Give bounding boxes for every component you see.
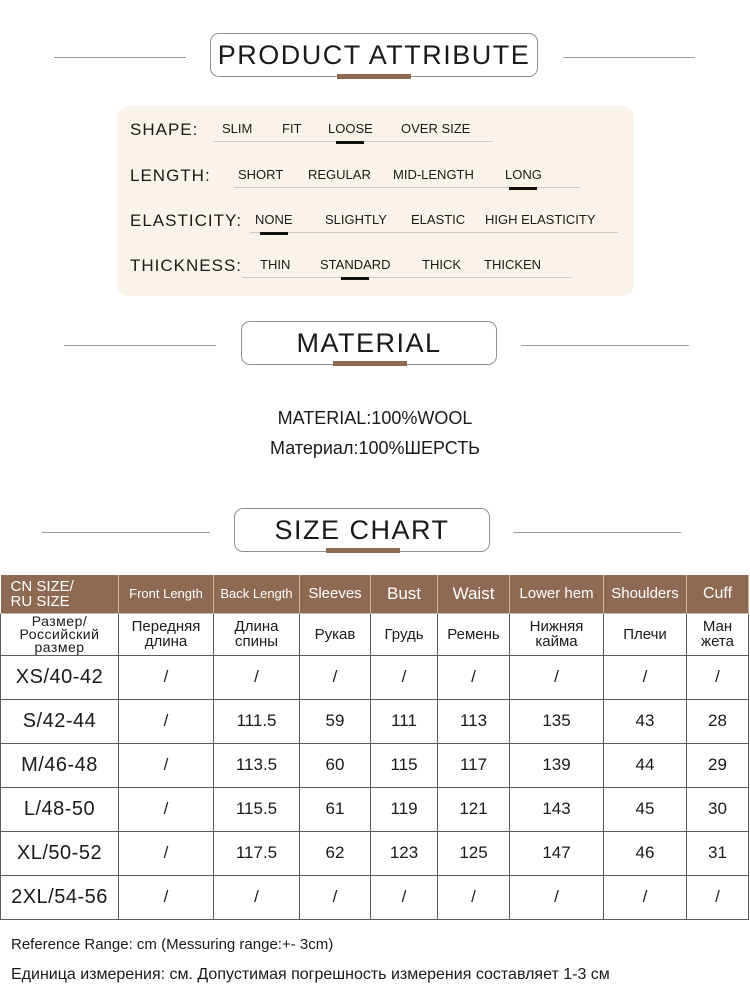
measure-cell: 111.5 xyxy=(214,699,300,743)
measure-cell: / xyxy=(687,655,749,699)
size-cell: S/42-44 xyxy=(1,699,119,743)
measure-cell: 62 xyxy=(300,831,371,875)
column-header: Waist xyxy=(438,575,510,613)
attribute-label: THICKNESS: xyxy=(130,256,243,275)
ru-header-cell: Ремень xyxy=(438,613,510,655)
attribute-label: ELASTICITY: xyxy=(130,211,243,230)
ru-header-cell: Нижняя кайма xyxy=(510,613,604,655)
measure-cell: 143 xyxy=(510,787,604,831)
table-row xyxy=(1,655,749,699)
size-table xyxy=(0,575,749,920)
table-row xyxy=(1,875,749,919)
attribute-row-shape xyxy=(117,106,634,146)
attribute-panel xyxy=(117,106,634,296)
measure-cell: 43 xyxy=(604,699,687,743)
attribute-rule xyxy=(242,277,572,278)
measure-cell: / xyxy=(604,875,687,919)
measure-cell: / xyxy=(214,875,300,919)
material-info xyxy=(0,404,750,464)
attribute-row-length xyxy=(117,152,634,192)
size-cell: XS/40-42 xyxy=(1,655,119,699)
attribute-row-thickness xyxy=(117,242,634,282)
ru-header-cell: Размер/ Российский размер xyxy=(1,613,119,655)
measure-cell: 30 xyxy=(687,787,749,831)
measure-cell: 60 xyxy=(300,743,371,787)
size-cell: M/46-48 xyxy=(1,743,119,787)
size-chart-section-header xyxy=(0,508,750,568)
material-en: MATERIAL:100%WOOL xyxy=(277,408,473,428)
measure-cell: / xyxy=(604,655,687,699)
table-row xyxy=(1,787,749,831)
table-header-row xyxy=(1,575,749,613)
measure-cell: 29 xyxy=(687,743,749,787)
attribute-option-selected: LONG xyxy=(505,167,542,182)
ru-header-cell: Ман жета xyxy=(687,613,749,655)
measure-cell: 44 xyxy=(604,743,687,787)
size-chart-title: SIZE CHART xyxy=(234,508,490,552)
column-header: Back Length xyxy=(214,575,300,613)
measure-cell: 147 xyxy=(510,831,604,875)
table-row xyxy=(1,831,749,875)
size-cell: 2XL/54-56 xyxy=(1,875,119,919)
measure-cell: 46 xyxy=(604,831,687,875)
attribute-option: HIGH ELASTICITY xyxy=(485,212,596,227)
reference-range-note: Reference Range: cm (Messuring range:+- 3cm) xyxy=(11,936,334,953)
measure-cell: 115.5 xyxy=(214,787,300,831)
measure-cell: / xyxy=(510,655,604,699)
measure-cell: 117.5 xyxy=(214,831,300,875)
column-header: Sleeves xyxy=(300,575,371,613)
attribute-option: THIN xyxy=(260,257,291,272)
column-header: Shoulders xyxy=(604,575,687,613)
column-header-size: CN SIZE/ RU SIZE xyxy=(1,575,119,613)
measure-cell: 135 xyxy=(510,699,604,743)
attribute-option: THICKEN xyxy=(484,257,542,272)
attribute-label: SHAPE: xyxy=(130,120,199,139)
measure-cell: / xyxy=(438,655,510,699)
divider-right xyxy=(513,532,681,533)
measurement-note-ru: Единица измерения: см. Допустимая погрешность измерения составляет 1-3 см xyxy=(11,966,610,983)
attribute-option: SLIGHTLY xyxy=(325,212,387,227)
divider-left xyxy=(54,57,186,58)
measure-cell: / xyxy=(300,655,371,699)
attribute-option: REGULAR xyxy=(308,167,371,182)
column-header: Front Length xyxy=(119,575,214,613)
measure-cell: / xyxy=(300,875,371,919)
measure-cell: 117 xyxy=(438,743,510,787)
divider-right xyxy=(521,345,689,346)
measure-cell: / xyxy=(371,655,438,699)
measure-cell: / xyxy=(119,655,214,699)
measure-cell: / xyxy=(438,875,510,919)
measure-cell: 119 xyxy=(371,787,438,831)
measure-cell: / xyxy=(119,699,214,743)
measure-cell: / xyxy=(510,875,604,919)
measure-cell: 111 xyxy=(371,699,438,743)
measure-cell: / xyxy=(119,743,214,787)
title-accent-bar xyxy=(333,361,407,366)
attribute-title: PRODUCT ATTRIBUTE xyxy=(210,33,538,77)
column-header: Lower hem xyxy=(510,575,604,613)
attribute-label: LENGTH: xyxy=(130,166,211,185)
ru-header-cell: Грудь xyxy=(371,613,438,655)
measure-cell: / xyxy=(214,655,300,699)
divider-left xyxy=(64,345,216,346)
size-cell: XL/50-52 xyxy=(1,831,119,875)
measure-cell: 115 xyxy=(371,743,438,787)
attribute-option: THICK xyxy=(422,257,461,272)
measure-cell: 61 xyxy=(300,787,371,831)
title-accent-bar xyxy=(337,74,411,79)
ru-header-cell: Длина спины xyxy=(214,613,300,655)
attribute-option-selected: NONE xyxy=(255,212,293,227)
ru-header-cell: Плечи xyxy=(604,613,687,655)
material-section-header xyxy=(0,321,750,381)
attribute-section-header xyxy=(0,33,750,93)
ru-header-cell: Рукав xyxy=(300,613,371,655)
measure-cell: / xyxy=(371,875,438,919)
size-cell: L/48-50 xyxy=(1,787,119,831)
measure-cell: 139 xyxy=(510,743,604,787)
material-title: MATERIAL xyxy=(241,321,497,365)
divider-left xyxy=(42,532,210,533)
attribute-option: ELASTIC xyxy=(411,212,466,227)
measure-cell: / xyxy=(119,831,214,875)
attribute-row-elasticity xyxy=(117,197,634,237)
table-row xyxy=(1,699,749,743)
attribute-option: SHORT xyxy=(238,167,284,182)
measure-cell: 28 xyxy=(687,699,749,743)
material-ru: Материал:100%ШЕРСТЬ xyxy=(270,438,480,458)
title-accent-bar xyxy=(326,548,400,553)
measure-cell: 125 xyxy=(438,831,510,875)
table-row-ru-header xyxy=(1,613,749,655)
measure-cell: 121 xyxy=(438,787,510,831)
measure-cell: 123 xyxy=(371,831,438,875)
measure-cell: 45 xyxy=(604,787,687,831)
ru-header-cell: Передняя длина xyxy=(119,613,214,655)
attribute-option: OVER SIZE xyxy=(401,121,471,136)
attribute-option: MID-LENGTH xyxy=(393,167,474,182)
measure-cell: 59 xyxy=(300,699,371,743)
measure-cell: 31 xyxy=(687,831,749,875)
divider-right xyxy=(563,57,695,58)
measure-cell: / xyxy=(119,787,214,831)
measure-cell: 113.5 xyxy=(214,743,300,787)
table-row xyxy=(1,743,749,787)
measure-cell: / xyxy=(119,875,214,919)
measure-cell: / xyxy=(687,875,749,919)
attribute-option-selected: LOOSE xyxy=(328,121,373,136)
column-header: Cuff xyxy=(687,575,749,613)
column-header: Bust xyxy=(371,575,438,613)
attribute-rule xyxy=(250,232,618,233)
measure-cell: 113 xyxy=(438,699,510,743)
attribute-option: SLIM xyxy=(222,121,253,136)
attribute-option-selected: STANDARD xyxy=(320,257,391,272)
attribute-option: FIT xyxy=(282,121,302,136)
